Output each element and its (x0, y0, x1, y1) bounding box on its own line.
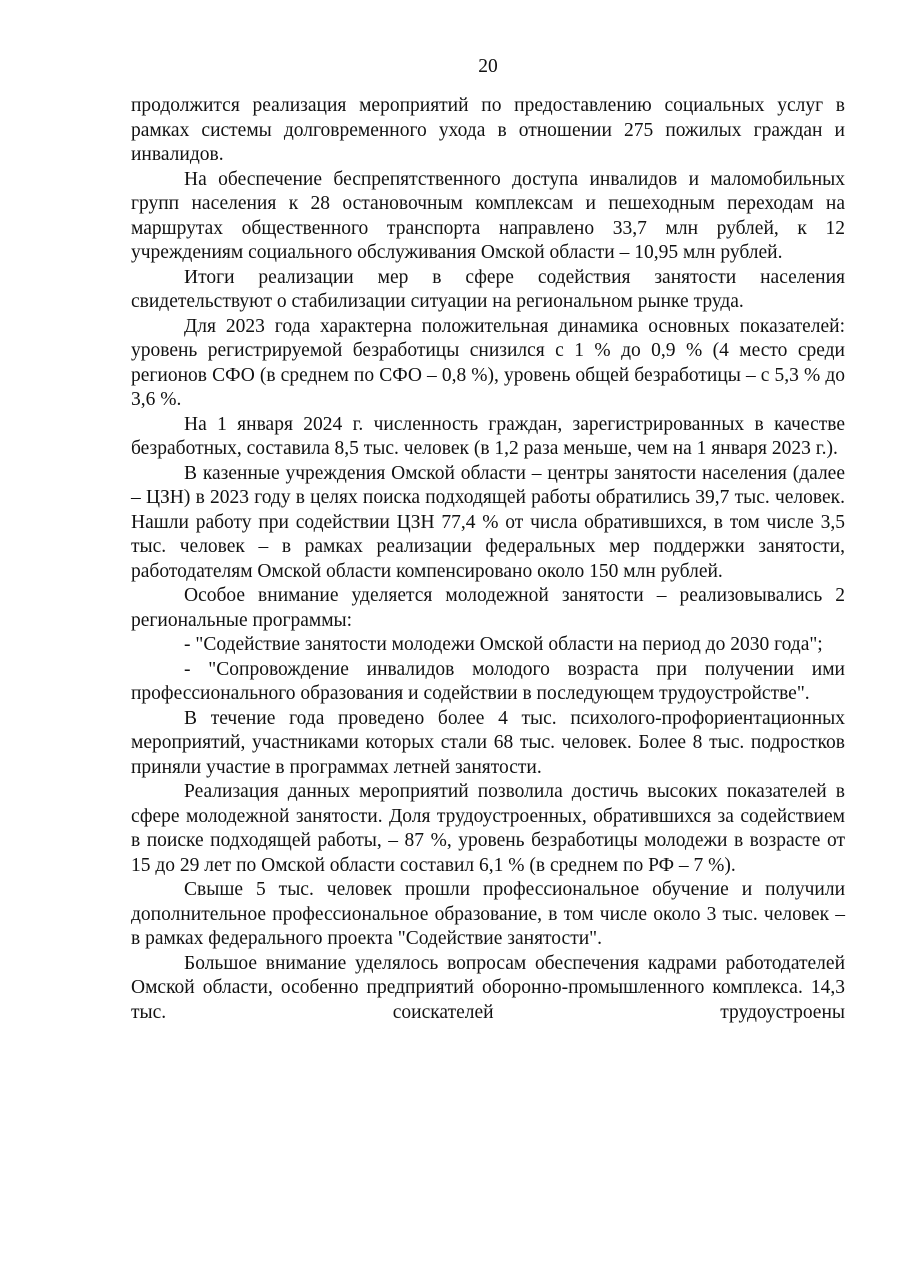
paragraph-accessibility-funding: На обеспечение беспрепятственного доступа инвалидов и маломобильных групп населения к 28 остановочным комплексам и пешеходным переходам на маршрутах общественного транспорта направлено 33,7 млн рублей, к 12 учреждениям социального обслуживания Омской области – 10,95 млн рублей. (131, 168, 845, 263)
paragraph-career-guidance: В течение года проведено более 4 тыс. психолого-профориентационных мероприятий, участниками которых стали 68 тыс. человек. Более 8 тыс. подростков приняли участие в программах летней занятости. (131, 707, 845, 778)
paragraph-youth-employment: Особое внимание уделяется молодежной занятости – реализовывались 2 региональные программы: (131, 585, 845, 631)
paragraph-unemployment-dynamics: Для 2023 года характерна положительная динамика основных показателей: уровень регистрируемой безработицы снизился с 1 % до 0,9 % (4 место среди регионов СФО (в среднем по СФО – 0,8 %), уровень общей безработицы – с 5,3 % до 3,6 %. (131, 315, 845, 410)
paragraph-employment-results: Итоги реализации мер в сфере содействия занятости населения свидетельствуют о стабилизации ситуации на региональном рынке труда. (131, 266, 845, 312)
paragraph-youth-indicators: Реализация данных мероприятий позволила достичь высоких показателей в сфере молодежной занятости. Доля трудоустроенных, обратившихся за содействием в поиске подходящей работы, – 87 %, уровень безработицы молодежи в возрасте от 15 до 29 лет по Омской области составил 6,1 % (в среднем по РФ – 7 %). (131, 781, 845, 876)
list-item-youth-program: - "Содействие занятости молодежи Омской области на период до 2030 года"; (184, 634, 823, 655)
paragraph-employment-centers: В казенные учреждения Омской области – центры занятости населения (далее – ЦЗН) в 2023 году в целях поиска подходящей работы обратились 39,7 тыс. человек. Нашли работу при содействии ЦЗН 77,4 % от числа обратившихся, в том числе 3,5 тыс. человек – в рамках реализации федеральных мер поддержки занятости, работодателям Омской области компенсировано около 150 млн рублей. (131, 462, 845, 582)
document-body (131, 94, 845, 1025)
paragraph-registered-unemployed: На 1 января 2024 г. численность граждан, зарегистрированных в качестве безработных, составила 8,5 тыс. человек (в 1,2 раза меньше, чем на 1 января 2023 г.). (131, 413, 845, 459)
paragraph-continuation: продолжится реализация мероприятий по предоставлению социальных услуг в рамках системы долговременного ухода в отношении 275 пожилых граждан и инвалидов. (131, 95, 845, 165)
list-item-disabled-youth-program: - "Сопровождение инвалидов молодого возраста при получении ими профессионального образования и содействии в последующем трудоустройстве". (131, 658, 845, 704)
paragraph-vocational-training: Свыше 5 тыс. человек прошли профессиональное обучение и получили дополнительное профессиональное образование, в том числе около 3 тыс. человек – в рамках федерального проекта "Содействие занятости". (131, 879, 845, 949)
page-number: 20 (478, 56, 498, 77)
paragraph-staffing: Большое внимание уделялось вопросам обеспечения кадрами работодателей Омской области, особенно предприятий оборонно-промышленного комплекса. 14,3 тыс. соискателей трудоустроены (131, 952, 845, 1023)
